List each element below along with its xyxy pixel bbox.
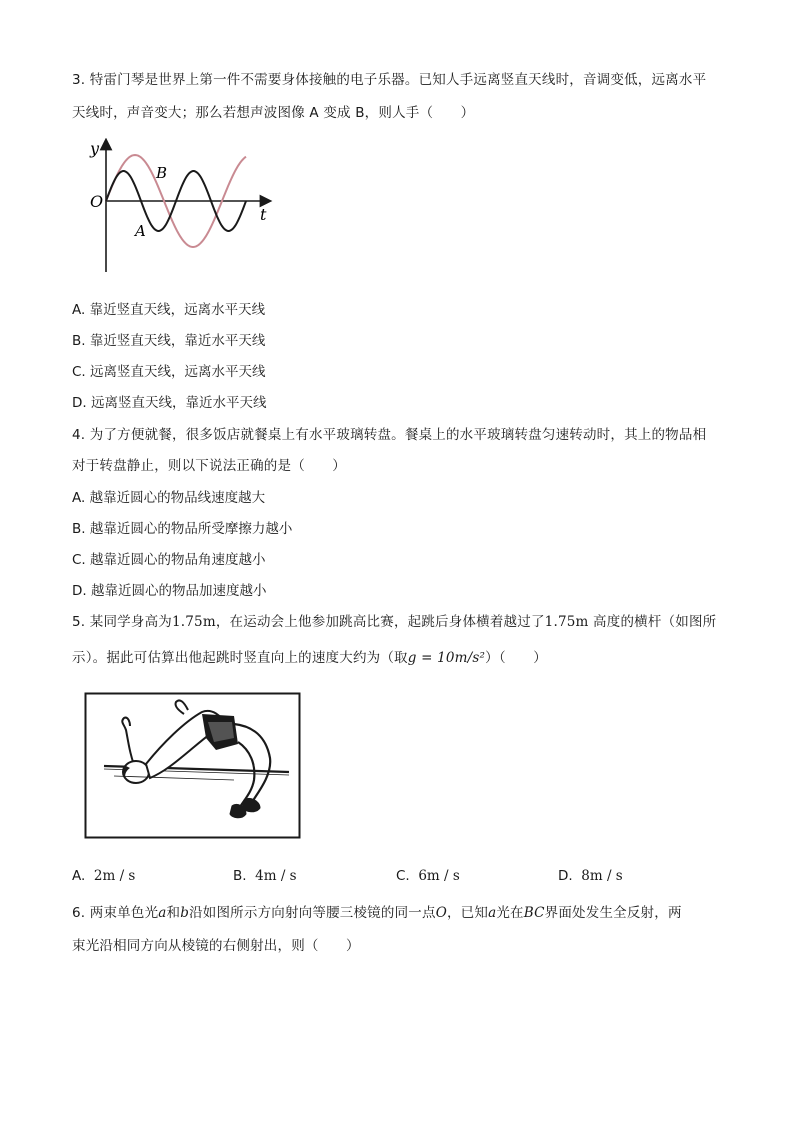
q4-stem-line1: 4. 为了方便就餐，很多饭店就餐桌上有水平玻璃转盘。餐桌上的水平玻璃转盘匀速转动时，其上的物品相: [72, 427, 707, 443]
q6-text-1a: 6. 两束单色光: [72, 905, 159, 921]
q6-light-a: a: [158, 905, 167, 921]
q6-text-1c: ，已知: [446, 905, 489, 921]
q5-option-b: [233, 868, 297, 884]
q5-stem-line2: [72, 646, 547, 666]
q4-option-c: C. 越靠近圆心的物品角速度越小: [72, 552, 266, 568]
q5-option-c-letter: C.: [396, 868, 410, 884]
q5-option-d-letter: D.: [558, 868, 573, 884]
q6-stem-line1: [72, 901, 682, 921]
q5-option-a-value: 2m / s: [93, 868, 136, 884]
q4-option-d: D. 越靠近圆心的物品加速度越小: [72, 583, 267, 599]
q5-option-c: [396, 868, 460, 884]
q5-gravity: g = 10m/s²: [407, 650, 486, 666]
q5-text-1a: 5. 某同学身高为: [72, 614, 172, 630]
t-axis-label: t: [260, 205, 267, 224]
q4-stem-line2: 对于转盘静止，则以下说法正确的是（ ）: [72, 458, 346, 474]
q3-option-c: C. 远离竖直天线，远离水平天线: [72, 364, 266, 380]
q5-option-a: [72, 868, 135, 884]
q5-text-2b: ）（ ）: [485, 650, 547, 666]
q5-option-c-value: 6m / s: [418, 868, 460, 884]
q6-and: 和: [166, 905, 181, 921]
q4-option-a: A. 越靠近圆心的物品线速度越大: [72, 490, 266, 506]
q5-text-1c: 高度的横杆（如图所: [588, 614, 717, 630]
q6-face-bc: BC: [523, 905, 545, 921]
q5-height-2: 1.75m: [544, 614, 589, 630]
q5-text-2a: 示）。据此可估算出他起跳时竖直向上的速度大约为（取: [72, 650, 408, 666]
q3-option-b: B. 靠近竖直天线，靠近水平天线: [72, 333, 266, 349]
q6-text-1b: 沿如图所示方向射向等腰三棱镜的同一点: [189, 905, 436, 921]
curve-a-label: A: [135, 222, 146, 240]
q5-option-a-letter: A.: [72, 868, 86, 884]
q6-text-1e: 界面处发生全反射，两: [544, 905, 682, 921]
q3-option-d: D. 远离竖直天线，靠近水平天线: [72, 395, 267, 411]
curve-b-label: B: [156, 164, 168, 182]
q6-stem-line2: 束光沿相同方向从棱镜的右侧射出，则（ ）: [72, 938, 360, 954]
q4-option-b: B. 越靠近圆心的物品所受摩擦力越小: [72, 521, 293, 537]
q3-option-a: A. 靠近竖直天线，远离水平天线: [72, 302, 266, 318]
q5-option-d: [558, 868, 623, 884]
q5-text-1b: ，在运动会上他参加跳高比赛，起跳后身体横着越过了: [215, 614, 545, 630]
q5-height-1: 1.75m: [171, 614, 216, 630]
origin-label: O: [90, 192, 104, 211]
q3-stem-line2: 天线时，声音变大；那么若想声波图像 A 变成 B，则人手（ ）: [72, 105, 475, 121]
q6-light-b: b: [180, 905, 190, 921]
q6-text-1d: 光在: [496, 905, 524, 921]
q6-light-a-2: a: [488, 905, 497, 921]
q5-stem-line1: [72, 610, 716, 630]
q5-option-d-value: 8m / s: [581, 868, 623, 884]
q5-option-b-value: 4m / s: [255, 868, 297, 884]
q3-stem-line1: 3. 特雷门琴是世界上第一件不需要身体接触的电子乐器。已知人手远离竖直天线时，音调变低，远离水平: [72, 72, 707, 88]
high-jump-illustration: [84, 692, 302, 840]
q6-point-o: O: [435, 905, 447, 921]
q5-option-b-letter: B.: [233, 868, 247, 884]
y-axis-label: y: [90, 139, 100, 158]
wave-graph: [80, 138, 280, 278]
